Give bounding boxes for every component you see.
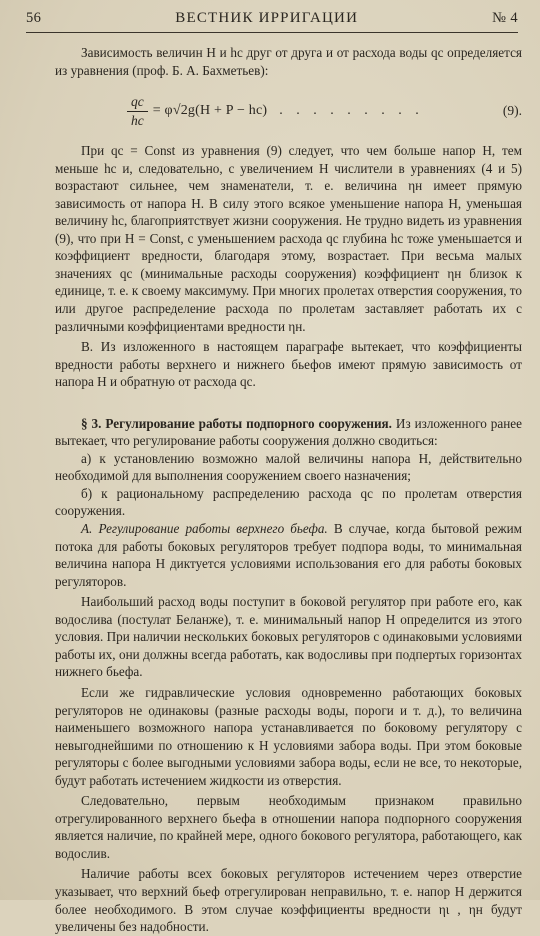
equation-number: (9). <box>502 103 522 119</box>
paragraph-qc-const: При qc = Const из уравнения (9) следует, что чем больше напор H, тем меньше hc и, следовательно, с увеличением H числители в уравнениях (4 и 5) возрастают сильнее, чем знаменатели, т. е. величина ηн имеет прямую зависимость от напора H. В силу этого всякое уменьшение напора H, уменьшая величину hc, благоприятствует жизни сооружения. Не трудно видеть из уравнения (9), что при H = Const, с уменьшением расхода qc глубина hc тоже уменьшается и коэффициент вредности, благодаря этому, возрастает. При весьма малых значениях qc (минимальные расходы сооружения) коэффициент ηн близок к единице, т. е. к своему максимуму. При многих пролетах отверстия сооружения, то или другое распределение расхода по пролетам заставляет работать их с различными коэффициентами вредности ηн. <box>55 143 522 334</box>
journal-title: ВЕСТНИК ИРРИГАЦИИ <box>175 9 359 26</box>
section-3-lead-text: Из изложенного ранее вытекает, что регулирование работы сооружения должно сводиться: <box>55 415 523 449</box>
equation-9 <box>55 85 522 137</box>
subsection-a-text: В случае, когда бытовой режим потока для работы боковых регуляторов требует подпора воды, то минимальная величина напора H диктуется условиями использования его для работы боковых регуляторов. <box>55 521 522 589</box>
section-3-lead <box>55 415 522 450</box>
equation-leader-dots: . . . . . . . . . <box>279 103 424 119</box>
paragraph-belanger: Наибольший расход воды поступит в боковой регулятор при работе его, как водослива (постулат Беланже), т. е. минимальный напор H определится из этого условия. При наличии нескольких боковых регуляторов с одинаковыми условиями работы их, они должны всегда работать, как водосливы при подпертых горизонтах нижнего бьефа. <box>55 594 522 680</box>
paragraph-first-sign: Следовательно, первым необходимым признаком правильно отрегулированного верхнего бьефа в отношении напора подпорного сооружения является наличие, по крайней мере, одного бокового регулятора, работающего, как водослив. <box>55 793 522 861</box>
list-item-a: а) к установлению возможно малой величины напора H, действительно необходимой для выполнения сооружением своего назначения; <box>55 450 522 484</box>
paragraph-conclusion-b: В. Из изложенного в настоящем параграфе вытекает, что коэффициенты вредности работы верхнего и нижнего бьефов имеют прямую зависимость от напора H и обратную от расхода qc. <box>55 339 522 390</box>
subsection-a-title: А. Регулирование работы верхнего бьефа. <box>81 521 328 537</box>
intro-paragraph: Зависимость величин H и hc друг от друга и от расхода воды qc определяется из уравнения (проф. Б. А. Бахметьев): <box>55 45 522 78</box>
equation-denominator: hc <box>131 112 144 128</box>
page-header <box>26 4 518 33</box>
page-number: 56 <box>26 9 42 26</box>
equation-fraction <box>127 94 148 129</box>
list-item-b: б) к рациональному распределению расхода qc по пролетам отверстия сооружения. <box>55 485 522 519</box>
subsection-a <box>55 520 522 590</box>
section-3-title: § 3. Регулирование работы подпорного сооружения. <box>81 415 392 431</box>
equation-right-side: = φ√2g(H + P − hc) <box>152 103 268 119</box>
issue-number: № 4 <box>492 9 518 26</box>
equation-numerator: qc <box>127 94 148 112</box>
article-body <box>55 44 522 936</box>
paragraph-all-orifice: Наличие работы всех боковых регуляторов истечением через отверстие указывает, что верхний бьеф отрегулирован неправильно, т. е. напор H держится более необходимого. В этом случае коэффициенты вредности ηι , ηн будут увеличены без надобности. <box>55 866 522 935</box>
paragraph-unequal-regulators: Если же гидравлические условия одновременно работающих боковых регуляторов не одинаковы (разные расходы воды, пороги и т. д.), то величина наименьшего возможного напора устанавливается по боковому регулятору с невыгоднейшими по отношению к H условиями забора воды. При этом боковые регуляторы с более выгодными условиями забора воды, если не все, то некоторые, будут работать истечением жидкости из отверстия. <box>55 684 522 788</box>
